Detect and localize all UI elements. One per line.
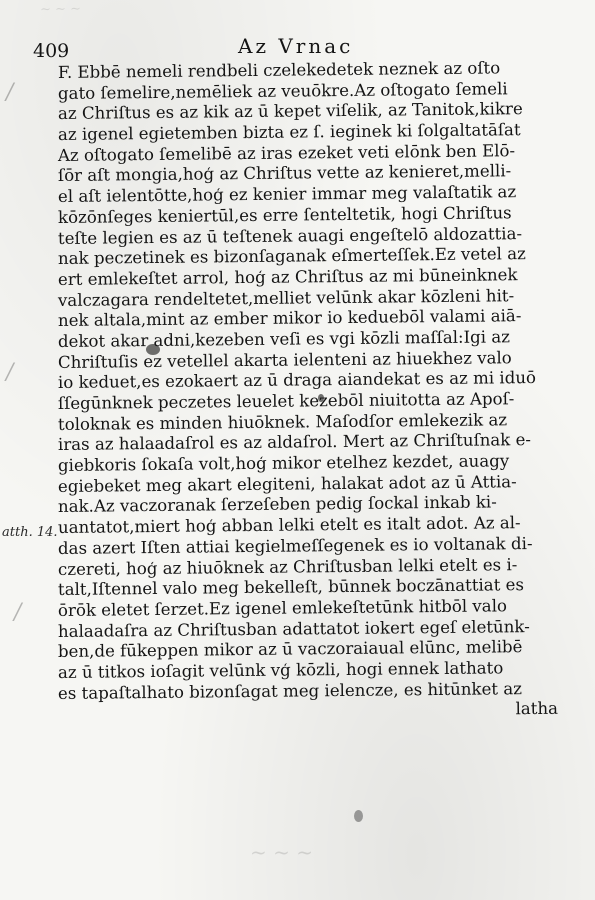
ink-blot (354, 810, 363, 822)
text-line: io keduet,es ezokaert az ū draga aiandekat es az mi iduō (57, 368, 537, 393)
text-line: es tapaſtalhato bizonſagat meg ielencze, es hitūnket az (57, 678, 523, 703)
text-line: teſte legien es az ū teſtenek auagi engeſtelō aldozattia- (57, 223, 523, 248)
show-through-text-bottom: ~ ~ ~ (250, 840, 313, 864)
text-line: ert emlekeſtet arrol, hoģ az Chriſtus az mi būneinknek (57, 265, 518, 289)
catchword: latha (515, 699, 559, 719)
page-number: 409 (33, 40, 70, 62)
text-line: dekot akar adni,kezeben veſi es vgi kōzli maſſal:Igi az (57, 327, 511, 351)
text-line: das azert Iſten attiai kegielmeſſegenek es io voltanak di- (57, 533, 533, 558)
text-line: Az oſtogato ſemelibē az iras ezeket veti elōnk ben Elō- (57, 140, 516, 165)
text-line: ſſegūnknek peczetes leuelet kezebōl niuitotta az Apoſ- (57, 389, 515, 413)
text-line: nak peczetinek es bizonſaganak eſmerteſſek.Ez vetel az (57, 244, 526, 269)
text-line: nak.Az vaczoranak ſerzeſeben pedig ſockal inkab ki- (57, 492, 497, 517)
text-line: gato ſemelire,nemēliek az veuōkre.Az oſtogato ſemeli (57, 78, 508, 103)
pencil-mark: / (14, 600, 22, 625)
text-line: az Chriſtus es az kik az ū kepet viſelik, az Tanitok,kikre (57, 99, 523, 124)
text-line: iras az halaadaſrol es az aldaſrol. Mert az Chriſtuſnak e- (57, 430, 532, 455)
text-line: Chriſtuſis ez vetellel akarta ielenteni az hiuekhez valo (57, 347, 512, 372)
pencil-mark: / (6, 80, 14, 105)
body-text (57, 58, 568, 725)
text-line: valczagara rendeltetet,melliet velūnk akar kōzleni hit- (57, 285, 515, 310)
pencil-mark: / (6, 360, 14, 385)
text-line: egiebeket meg akart elegiteni, halakat adot az ū Attia- (57, 471, 517, 496)
text-line: kōzōnſeges keniertūl,es erre ſenteltetik, hogi Chriſtus (57, 203, 512, 227)
text-line: uantatot,miert hoģ abban lelki etelt es italt adot. Az al- (57, 513, 521, 538)
text-line: F. Ebbē nemeli rendbeli czelekedetek neznek az oſto (57, 58, 501, 82)
text-line: ben,de fūkeppen mikor az ū vaczoraiaual elūnc, melibē (57, 637, 523, 662)
text-line: talt,Iſtennel valo meg bekelleſt, būnnek boczānattiat es (57, 575, 525, 600)
margin-note-matth: atth. 14. (2, 525, 58, 540)
show-through-text-top: ~ ~ ~ (39, 1, 82, 18)
text-line: toloknak es minden hiuōknek. Maſodſor emlekezik az (57, 409, 508, 434)
text-line: az ū titkos ioſagit velūnk vģ kōzli, hogi ennek lathato (57, 658, 504, 682)
text-line: nek altala,mint az ember mikor io keduebōl valami aiā- (57, 306, 522, 331)
text-line: el aſt ielentōtte,hoģ ez kenier immar meg valaſtatik az (57, 182, 517, 207)
text-line: czereti, hoģ az hiuōknek az Chriſtusban lelki etelt es i- (57, 554, 518, 579)
running-head: Az Vrnac (238, 34, 354, 58)
text-line: az igenel egietemben bizta ez ſ. ieginek ki ſolgaltatāſat (57, 120, 521, 145)
text-line: ōrōk eletet ſerzet.Ez igenel emlekeſtetūnk hitbōl valo (57, 596, 508, 620)
text-line: giebkoris ſokaſa volt,hoģ mikor etelhez kezdet, auagy (57, 451, 510, 476)
text-line: ſōr aſt mongia,hoģ az Chriſtus vette az kenieret,melli- (57, 161, 512, 186)
text-line: halaadaſra az Chriſtusban adattatot iokert egeſ eletūnk- (57, 616, 530, 641)
